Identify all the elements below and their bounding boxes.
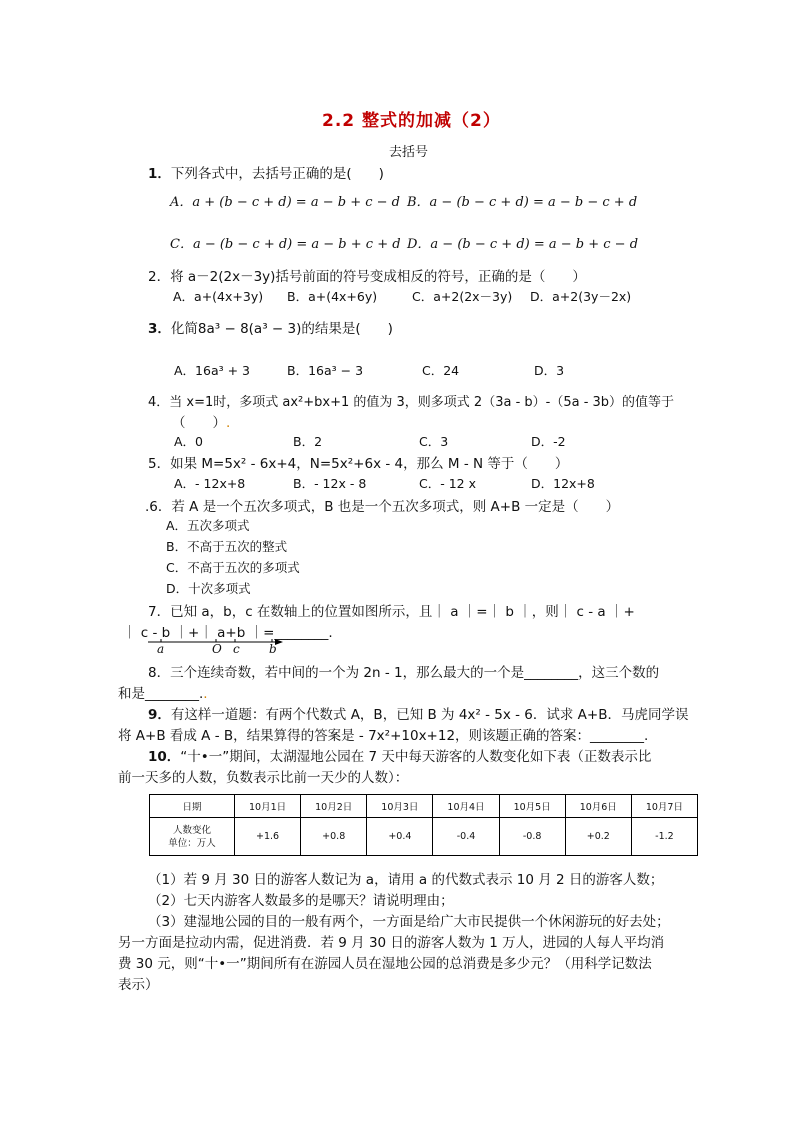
q3-option-c: C．24 bbox=[422, 363, 460, 378]
q3-option-a: A．16a³ + 3 bbox=[174, 363, 251, 378]
q3-option-d: D．3 bbox=[534, 363, 565, 378]
point-a-label: a bbox=[157, 642, 165, 656]
page-subtitle: 去括号 bbox=[389, 145, 429, 160]
question-10-sub3-line4: 表示） bbox=[118, 977, 159, 993]
q6-option-d: D．十次多项式 bbox=[166, 581, 251, 596]
table-cell: -1.2 bbox=[631, 818, 697, 856]
table-header-cell: 10月5日 bbox=[499, 795, 565, 818]
question-8-text: 和是________. bbox=[118, 686, 204, 702]
table-header-cell: 10月1日 bbox=[235, 795, 301, 818]
question-4-stem: 4．当 x=1时，多项式 ax²+bx+1 的值为 3，则多项式 2（3a - b）-（5a - 3b）的值等于 bbox=[148, 395, 675, 410]
table-header-cell: 10月3日 bbox=[367, 795, 433, 818]
question-number: 1． bbox=[148, 166, 171, 182]
table-cell: -0.4 bbox=[433, 818, 499, 856]
q5-option-d: D．12x+8 bbox=[531, 476, 595, 491]
table-header-cell: 10月2日 bbox=[301, 795, 367, 818]
question-1 bbox=[148, 162, 384, 182]
table-header-cell: 10月4日 bbox=[433, 795, 499, 818]
question-10-line2: 前一天多的人数，负数表示比前一天少的人数）： bbox=[118, 770, 409, 786]
question-7-line1: 7．已知 a，b，c 在数轴上的位置如图所示，且｜ a ｜=｜ b ｜，则｜ c - a ｜+ bbox=[148, 604, 635, 620]
q2-option-d: D．a+2(3y－2x) bbox=[530, 289, 632, 304]
question-number: 10． bbox=[148, 749, 181, 765]
table-cell: -0.8 bbox=[499, 818, 565, 856]
q5-option-a: A．- 12x+8 bbox=[174, 476, 246, 491]
table-cell: +0.4 bbox=[367, 818, 433, 856]
question-10-sub1: （1）若 9 月 30 日的游客人数记为 a，请用 a 的代数式表示 10 月 2 日的游客人数； bbox=[148, 872, 664, 888]
table-cell: +0.8 bbox=[301, 818, 367, 856]
question-stem: 化简8a³ − 8(a³ − 3)的结果是( ) bbox=[170, 321, 393, 337]
q2-option-c: C．a+2(2x－3y) bbox=[412, 289, 513, 304]
q1-option-d: D．a − (b − c + d) = a − b + c − d bbox=[407, 237, 639, 252]
q1-option-a: A．a + (b − c + d) = a − b + c − d bbox=[170, 195, 400, 210]
number-line bbox=[148, 638, 283, 662]
row-label-line2: 单位：万人 bbox=[168, 837, 216, 849]
q4-option-a: A．0 bbox=[174, 434, 204, 449]
question-6-stem: .6．若 A 是一个五次多项式，B 也是一个五次多项式，则 A+B 一定是（ ） bbox=[145, 499, 620, 515]
page-title: 2.2 整式的加减（2） bbox=[322, 111, 501, 131]
table-header-cell: 10月7日 bbox=[631, 795, 697, 818]
q1-option-b: B．a − (b − c + d) = a − b − c + d bbox=[407, 195, 638, 210]
question-10-sub3-line1: （3）建湿地公园的目的一般有两个，一方面是给广大市民提供一个休闲游玩的好去处； bbox=[148, 914, 670, 930]
q6-option-a: A．五次多项式 bbox=[166, 518, 250, 533]
q4-option-c: C．3 bbox=[419, 434, 449, 449]
question-number: 9． bbox=[148, 707, 171, 723]
table-row-header bbox=[150, 818, 235, 856]
origin-label: O bbox=[212, 642, 222, 656]
q1-option-c: C．a − (b − c + d) = a − b + c + d bbox=[170, 237, 401, 252]
q2-option-b: B．a+(4x+6y) bbox=[287, 289, 378, 304]
question-10-sub3-line2: 另一方面是拉动内需，促进消费．若 9 月 30 日的游客人数为 1 万人，进园的人每人平均消 bbox=[118, 935, 665, 951]
q2-option-a: A．a+(4x+3y) bbox=[173, 289, 264, 304]
q3-option-b: B．16a³ − 3 bbox=[287, 363, 364, 378]
question-3 bbox=[148, 317, 393, 337]
answer-blank: （ ） bbox=[172, 415, 226, 431]
question-8-line2 bbox=[118, 682, 208, 702]
q4-option-d: D．-2 bbox=[531, 434, 566, 449]
point-b-label: b bbox=[269, 642, 277, 656]
table-row bbox=[150, 818, 698, 856]
q5-option-b: B．- 12x - 8 bbox=[293, 476, 367, 491]
question-stem: 下列各式中，去括号正确的是( ) bbox=[170, 166, 384, 182]
question-7-line2: ｜ c - b ｜+｜ a+b ｜=________. bbox=[123, 625, 333, 641]
q6-option-c: C．不高于五次的多项式 bbox=[166, 560, 300, 575]
question-9-line2: 将 A+B 看成 A - B，结果算得的答案是 - 7x²+10x+12，则该题正确的答案：________. bbox=[118, 728, 649, 744]
question-10-line1 bbox=[148, 745, 651, 765]
stray-dot: . bbox=[226, 415, 231, 431]
stray-dot: . bbox=[203, 686, 208, 702]
question-2-stem: 2．将 a－2(2x－3y)括号前面的符号变成相反的符号，正确的是（ ） bbox=[148, 269, 586, 285]
question-number: 3． bbox=[148, 321, 171, 337]
question-text: 有这样一道题：有两个代数式 A，B，已知 B 为 4x² - 5x - 6．试求 A+B．马虎同学误 bbox=[170, 707, 689, 723]
visitor-change-table bbox=[149, 794, 698, 856]
row-label-line1: 人数变化 bbox=[172, 824, 211, 836]
question-10-sub3-line3: 费 30 元，则“十•一”期间所有在游园人员在湿地公园的总消费是多少元？（用科学记数法 bbox=[118, 956, 652, 972]
table-header-cell: 10月6日 bbox=[565, 795, 631, 818]
point-c-label: c bbox=[233, 642, 240, 656]
question-4-blank bbox=[172, 411, 230, 431]
q4-option-b: B．2 bbox=[293, 434, 323, 449]
question-9-line1 bbox=[148, 703, 689, 723]
q5-option-c: C．- 12 x bbox=[419, 476, 476, 491]
question-5-stem: 5．如果 M=5x² - 6x+4，N=5x²+6x - 4，那么 M - N 等于（ ） bbox=[148, 456, 569, 472]
question-10-sub2: （2）七天内游客人数最多的是哪天？请说明理由； bbox=[148, 893, 454, 909]
table-cell: +1.6 bbox=[235, 818, 301, 856]
q6-option-b: B．不高于五次的整式 bbox=[166, 539, 288, 554]
table-cell: +0.2 bbox=[565, 818, 631, 856]
table-header-cell: 日期 bbox=[150, 795, 235, 818]
question-8-line1: 8．三个连续奇数，若中间的一个为 2n - 1，那么最大的一个是________，这三个数的 bbox=[148, 665, 660, 681]
question-text: “十•一”期间，太湖湿地公园在 7 天中每天游客的人数变化如下表（正数表示比 bbox=[180, 749, 652, 765]
table-header-row bbox=[150, 795, 698, 818]
